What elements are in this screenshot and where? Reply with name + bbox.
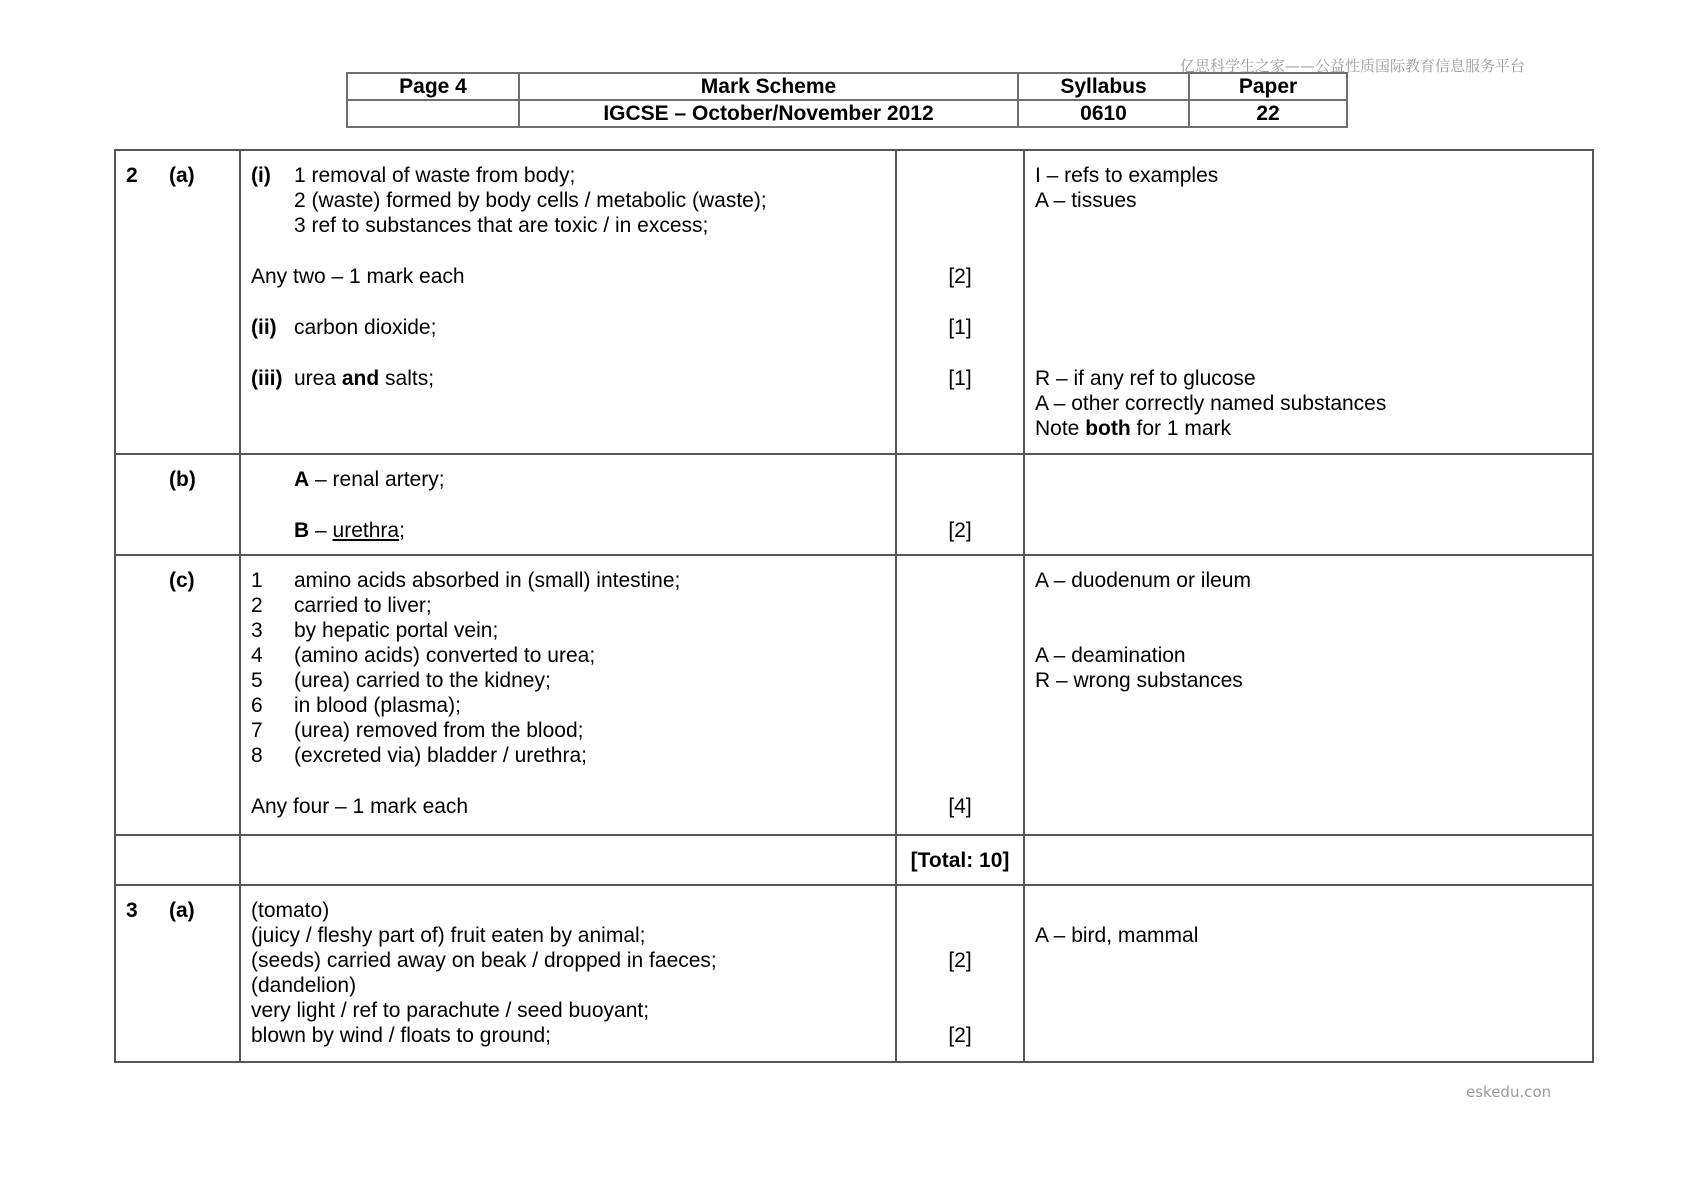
answer-line: 3 ref to substances that are toxic / in excess; <box>294 214 709 237</box>
answer-line <box>294 366 434 391</box>
answer-line: (seeds) carried away on beak / dropped in faeces; <box>251 949 717 972</box>
list-item-number: 3 <box>251 619 263 642</box>
header-table <box>346 72 1348 128</box>
answer-line: 1 removal of waste from body; <box>294 164 576 187</box>
header-syllabus: 0610 <box>1018 100 1189 127</box>
mark-scheme-table <box>114 149 1594 1063</box>
list-item: (urea) carried to the kidney; <box>294 669 551 692</box>
mark-value: [2] <box>948 519 972 542</box>
list-item-number: 8 <box>251 744 263 767</box>
list-item: (amino acids) converted to urea; <box>294 644 596 667</box>
list-item-number: 5 <box>251 669 263 692</box>
guidance-line: A – bird, mammal <box>1035 924 1199 947</box>
answer-line: very light / ref to parachute / seed buoyant; <box>251 999 650 1022</box>
table-row-2c <box>115 555 1593 835</box>
question-number: 3 <box>126 899 138 922</box>
answer-line: blown by wind / floats to ground; <box>251 1024 552 1047</box>
table-row-total <box>115 835 1593 885</box>
answer-text: – <box>309 519 333 542</box>
underlined-answer: urethra <box>332 519 400 542</box>
list-item: in blood (plasma); <box>294 694 461 717</box>
guidance-line: R – if any ref to glucose <box>1035 367 1256 390</box>
list-item: amino acids absorbed in (small) intestine; <box>294 569 681 592</box>
mark-value: [2] <box>948 1024 972 1047</box>
header-exam: IGCSE – October/November 2012 <box>519 100 1018 127</box>
part-label: (c) <box>169 569 195 592</box>
subpart-label-iii: (iii) <box>251 367 283 390</box>
list-item-number: 1 <box>251 569 263 592</box>
table-row-2a <box>115 150 1593 454</box>
header-empty-cell <box>347 100 519 127</box>
header-paper: 22 <box>1189 100 1347 127</box>
list-item: by hepatic portal vein; <box>294 619 499 642</box>
guidance-cell <box>1024 555 1593 835</box>
list-item-number: 2 <box>251 594 263 617</box>
any-two-note: Any two – 1 mark each <box>251 265 465 288</box>
answer-line: (dandelion) <box>251 974 357 997</box>
answer-text: urea <box>294 367 342 390</box>
answer-text: – renal artery; <box>309 468 445 491</box>
question-cell <box>115 150 240 454</box>
guidance-text: for 1 mark <box>1130 417 1232 440</box>
subpart-label-i: (i) <box>251 164 271 187</box>
guidance-cell <box>1024 835 1593 885</box>
question-cell <box>115 885 240 1062</box>
list-item: carried to liver; <box>294 594 432 617</box>
list-item-number: 4 <box>251 644 263 667</box>
header-title-label: Mark Scheme <box>519 73 1018 100</box>
marks-cell <box>896 885 1024 1062</box>
answer-line: (juicy / fleshy part of) fruit eaten by animal; <box>251 924 646 947</box>
mark-value: [2] <box>948 265 972 288</box>
question-cell <box>115 835 240 885</box>
question-cell <box>115 555 240 835</box>
mark-value: [1] <box>948 316 972 339</box>
guidance-line: A – tissues <box>1035 189 1137 212</box>
label-key: A <box>294 468 310 491</box>
mark-value: [1] <box>948 367 972 390</box>
marks-cell <box>896 454 1024 555</box>
answer-cell <box>240 150 896 454</box>
part-label: (a) <box>169 164 195 187</box>
question-cell <box>115 454 240 555</box>
answer-cell <box>240 555 896 835</box>
part-label: (b) <box>169 468 196 491</box>
list-item-number: 7 <box>251 719 263 742</box>
guidance-line: R – wrong substances <box>1035 669 1243 692</box>
guidance-bold-text: both <box>1085 417 1131 440</box>
question-number: 2 <box>126 164 138 187</box>
answer-text: salts; <box>379 367 435 390</box>
answer-line <box>294 518 405 543</box>
subpart-label-ii: (ii) <box>251 316 277 339</box>
guidance-cell <box>1024 885 1593 1062</box>
total-marks: [Total: 10] <box>910 849 1010 872</box>
header-syllabus-label: Syllabus <box>1018 73 1189 100</box>
guidance-line <box>1035 416 1231 441</box>
answer-line <box>294 467 445 492</box>
mark-value: [4] <box>948 795 972 818</box>
mark-value: [2] <box>948 949 972 972</box>
list-item-number: 6 <box>251 694 263 717</box>
marks-cell <box>896 835 1024 885</box>
header-page: Page 4 <box>347 73 519 100</box>
any-four-note: Any four – 1 mark each <box>251 795 469 818</box>
label-key: B <box>294 519 310 542</box>
answer-line: carbon dioxide; <box>294 316 437 339</box>
list-item: (urea) removed from the blood; <box>294 719 584 742</box>
guidance-text: Note <box>1035 417 1086 440</box>
marks-cell <box>896 555 1024 835</box>
part-label: (a) <box>169 899 195 922</box>
guidance-line: A – deamination <box>1035 644 1186 667</box>
guidance-line: A – duodenum or ileum <box>1035 569 1251 592</box>
answer-line: 2 (waste) formed by body cells / metabolic (waste); <box>294 189 767 212</box>
watermark-bottom: eskedu.con <box>1466 1083 1552 1101</box>
answer-line: (tomato) <box>251 899 330 922</box>
guidance-line: I – refs to examples <box>1035 164 1219 187</box>
answer-text: ; <box>399 519 405 542</box>
answer-bold-text: and <box>341 367 380 390</box>
answer-cell <box>240 885 896 1062</box>
answer-cell <box>240 454 896 555</box>
guidance-cell <box>1024 150 1593 454</box>
watermark-top: 亿思科学生之家——公益性质国际教育信息服务平台 <box>1180 57 1526 75</box>
header-paper-label: Paper <box>1189 73 1347 100</box>
table-row-3a <box>115 885 1593 1062</box>
marks-cell <box>896 150 1024 454</box>
table-row-2b <box>115 454 1593 555</box>
guidance-cell <box>1024 454 1593 555</box>
answer-cell <box>240 835 896 885</box>
list-item: (excreted via) bladder / urethra; <box>294 744 587 767</box>
guidance-line: A – other correctly named substances <box>1035 392 1387 415</box>
